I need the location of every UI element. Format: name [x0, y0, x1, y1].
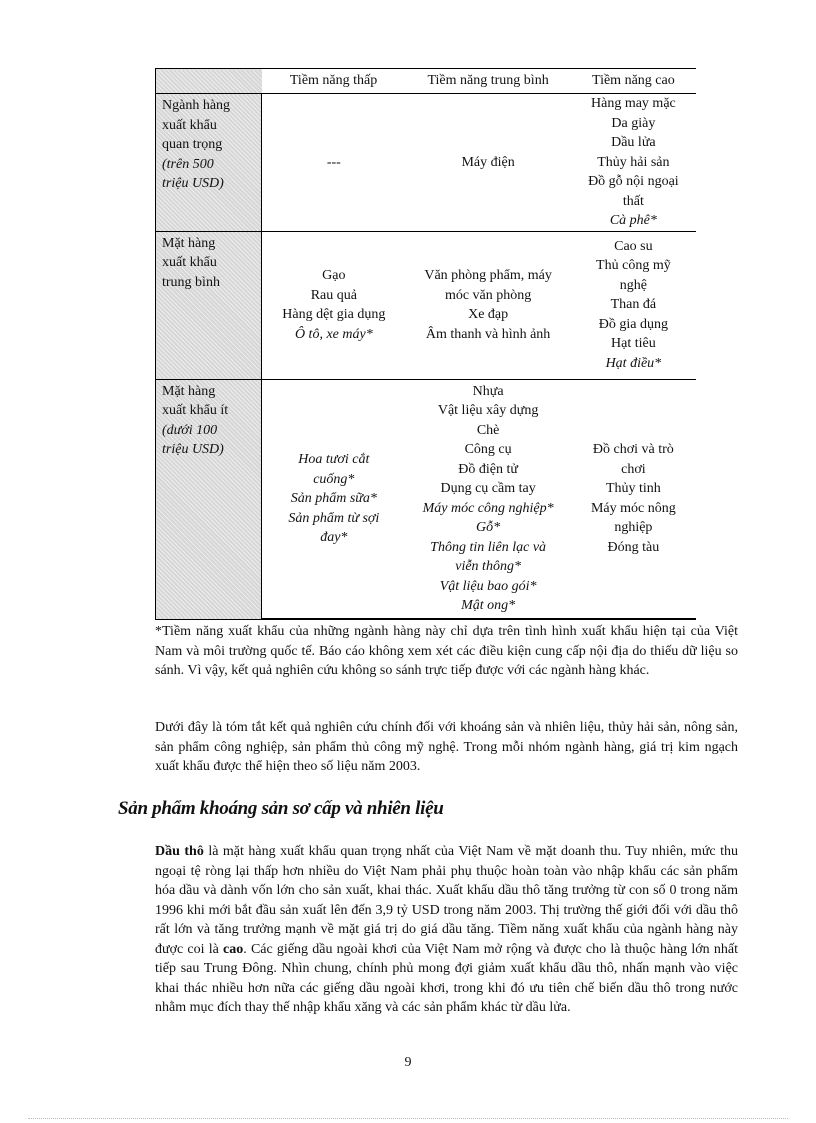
header-high-potential: Tiềm năng cao — [571, 69, 696, 94]
body-text-part-2: . Các giếng dầu ngoài khơi của Việt Nam mở rộng và được cho là thuộc hàng lớn nhất tiếp sau Trung Đông. Nhìn chung, chính phủ mong đợi giảm xuất khẩu dầu thô, nhấn mạnh vào việc khai thác nhiều hơn nữa các giếng dầu ngoài khơi, trong khi đó ưu tiên chế biến dầu thô trong nước nhằm mục đích thay thế nhập khẩu xăng và các sản phẩm khác từ dầu lửa. — [155, 941, 738, 1015]
body-paragraph — [155, 842, 738, 1018]
cell-medium: Nhựa Vật liệu xây dựng Chè Công cụ Đồ điện tử Dụng cụ cầm tay Máy móc công nghiệp* Gỗ* Thông tin liên lạc và viễn thông* Vật liệu bao gói* Mật ong* — [405, 379, 570, 619]
potential-level: cao — [223, 941, 244, 957]
table-row — [156, 94, 697, 232]
header-low-potential: Tiềm năng thấp — [262, 69, 406, 94]
summary-paragraph: Dưới đây là tóm tắt kết quả nghiên cứu chính đối với khoáng sản và nhiên liệu, thủy hải sản, nông sản, sản phẩm công nghiệp, sản phẩm thủ công mỹ nghệ. Trong mỗi nhóm ngành hàng, giá trị kim ngạch xuất khẩu được thể hiện theo số liệu năm 2003. — [155, 720, 738, 774]
row-label: Mặt hàng xuất khẩu trung bình — [156, 231, 262, 379]
cell-high: Đồ chơi và trò chơi Thủy tinh Máy móc nông nghiệp Đóng tàu — [571, 379, 696, 619]
section-heading: Sản phẩm khoáng sản sơ cấp và nhiên liệu — [118, 798, 444, 819]
body-text-part-1: là mặt hàng xuất khẩu quan trọng nhất của Việt Nam về mặt doanh thu. Tuy nhiên, mức thu ngoại tệ ròng lại thấp hơn nhiều do Việt Nam phải phụ thuộc hoàn toàn vào nhập khẩu các sản phẩm hóa dầu và dành vốn lớn cho sản xuất, khai thác. Xuất khẩu dầu thô tăng trưởng từ con số 0 trong năm 1996 khi mới bắt đầu sản xuất lên đến 3,9 tỷ USD trong năm 2003. Thị trường thế giới đối với dầu thô rất lớn và tăng trưởng mạnh về mặt giá trị do giá dầu tăng. Tiềm năng xuất khẩu của ngành hàng này được coi là — [155, 844, 738, 957]
table-row — [156, 379, 697, 619]
cell-medium: Văn phòng phẩm, máy móc văn phòng Xe đạp Âm thanh và hình ảnh — [405, 231, 570, 379]
export-potential-table — [155, 68, 696, 620]
table-row — [156, 231, 697, 379]
row-label: Mặt hàng xuất khẩu ít (dưới 100 triệu USD) — [156, 379, 262, 619]
page-number: 9 — [404, 1055, 412, 1070]
table-header-row — [156, 69, 697, 94]
row-label: Ngành hàng xuất khẩu quan trọng (trên 500 triệu USD) — [156, 94, 262, 232]
cell-low: --- — [262, 94, 406, 232]
cell-low: Hoa tươi cắt cuống* Sản phẩm sữa* Sản phẩm từ sợi đay* — [262, 379, 406, 619]
cell-high: Cao su Thủ công mỹ nghệ Than đá Đồ gia dụng Hạt tiêu Hạt điều* — [571, 231, 696, 379]
header-medium-potential: Tiềm năng trung bình — [405, 69, 570, 94]
page-bottom-divider — [28, 1118, 788, 1119]
cell-low: Gạo Rau quả Hàng dệt gia dụng Ô tô, xe máy* — [262, 231, 406, 379]
crude-oil-term: Dầu thô — [155, 844, 204, 859]
cell-high: Hàng may mặc Da giày Dầu lửa Thủy hải sản Đồ gỗ nội ngoại thất Cà phê* — [571, 94, 696, 232]
table-footnote: *Tiềm năng xuất khẩu của những ngành hàng này chỉ dựa trên tình hình xuất khẩu hiện tại của Việt Nam và môi trường quốc tế. Báo cáo không xem xét các điều kiện cung cấp nội địa do thiếu dữ liệu so sánh. Vì vậy, kết quả nghiên cứu không so sánh trực tiếp được với các ngành hàng khác. — [155, 624, 738, 678]
cell-medium: Máy điện — [405, 94, 570, 232]
table-corner-cell — [156, 69, 262, 94]
